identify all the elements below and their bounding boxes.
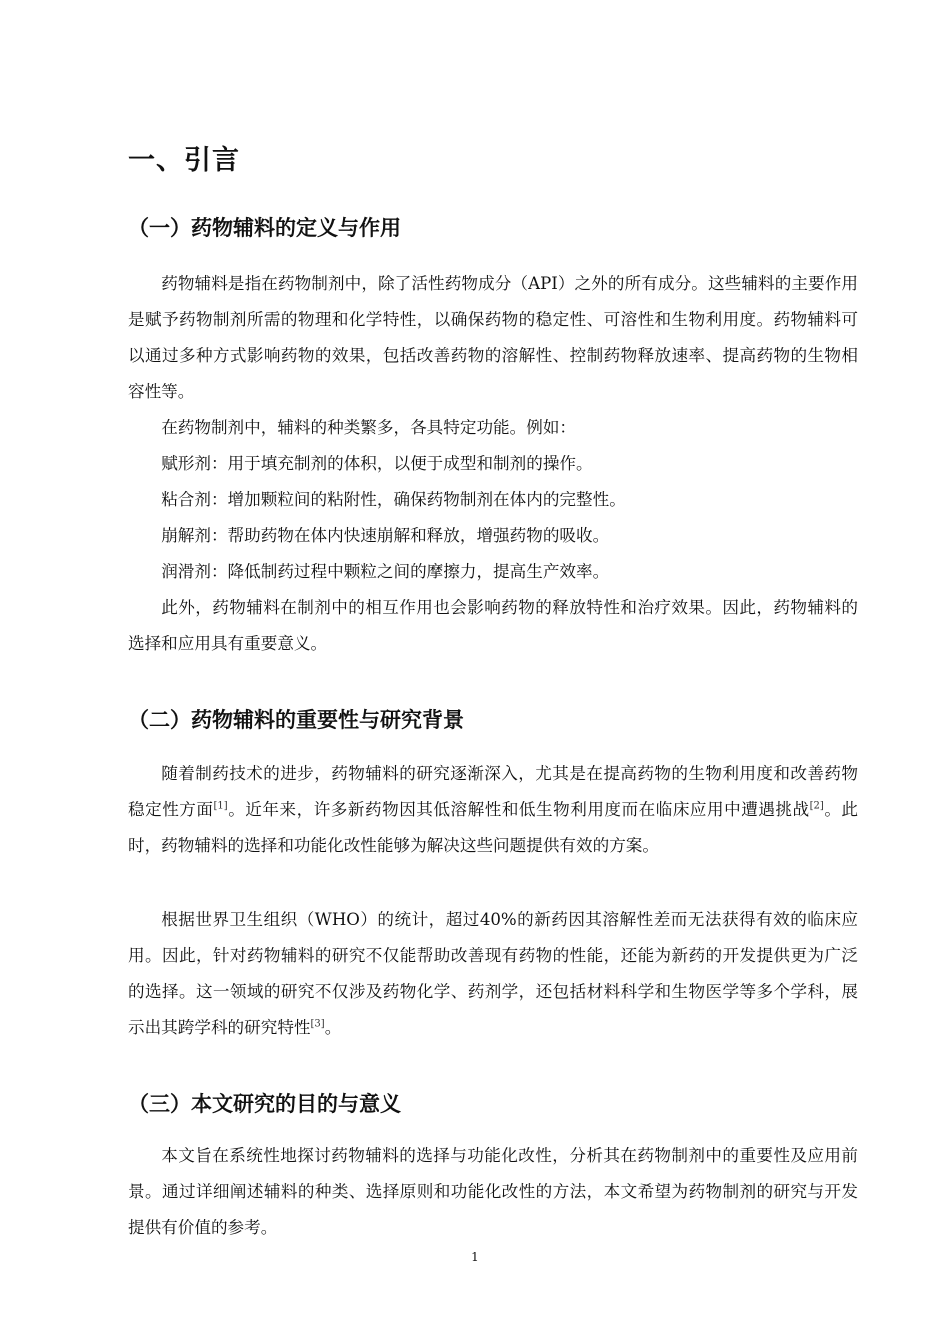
excipient-item-filler: 赋形剂：用于填充制剂的体积，以便于成型和制剂的操作。 (161, 454, 593, 473)
section-1-paragraph-3: 此外，药物辅料在制剂中的相互作用也会影响药物的释放特性和治疗效果。因此，药物辅料的选择和应用具有重要意义。 (128, 598, 858, 653)
page-number: 1 (471, 1250, 479, 1264)
section-3-title: （三）本文研究的目的与意义 (128, 1092, 401, 1116)
excipient-item-lubricant: 润滑剂：降低制药过程中颗粒之间的摩擦力，提高生产效率。 (161, 562, 610, 581)
citation-3[interactable]: [3] (310, 1018, 325, 1030)
section-2-paragraph-2: 根据世界卫生组织（WHO）的统计，超过40%的新药因其溶解性差而无法获得有效的临床应用。因此，针对药物辅料的研究不仅能帮助改善现有药物的性能，还能为新药的开发提供更为广泛的选择。这一领域的研究不仅涉及药物化学、药剂学，还包括材料科学和生物医学等多个学科，展示出其跨学科的研究特性[3]。 (128, 910, 858, 1037)
section-1-title: （一）药物辅料的定义与作用 (128, 216, 401, 240)
citation-1[interactable]: [1] (213, 800, 228, 812)
section-3-paragraph-1: 本文旨在系统性地探讨药物辅料的选择与功能化改性，分析其在药物制剂中的重要性及应用前景。通过详细阐述辅料的种类、选择原则和功能化改性的方法，本文希望为药物制剂的研究与开发提供有价值的参考。 (128, 1146, 858, 1237)
section-2-paragraph-1: 随着制药技术的进步，药物辅料的研究逐渐深入，尤其是在提高药物的生物利用度和改善药物稳定性方面[1]。近年来，许多新药物因其低溶解性和低生物利用度而在临床应用中遭遇挑战[2]。此时，药物辅料的选择和功能化改性能够为解决这些问题提供有效的方案。 (128, 764, 859, 855)
excipient-item-binder: 粘合剂：增加颗粒间的粘附性，确保药物制剂在体内的完整性。 (161, 490, 626, 509)
section-1-paragraph-2: 在药物制剂中，辅料的种类繁多，各具特定功能。例如： (161, 418, 577, 437)
excipient-item-disintegrant: 崩解剂：帮助药物在体内快速崩解和释放，增强药物的吸收。 (161, 526, 610, 545)
section-1-paragraph-1: 药物辅料是指在药物制剂中，除了活性药物成分（API）之外的所有成分。这些辅料的主要作用是赋予药物制剂所需的物理和化学特性，以确保药物的稳定性、可溶性和生物利用度。药物辅料可以通过多种方式影响药物的效果，包括改善药物的溶解性、控制药物释放速率、提高药物的生物相容性等。 (128, 274, 858, 401)
section-2-title: （二）药物辅料的重要性与研究背景 (128, 708, 464, 732)
chapter-heading: 一、引言 (128, 145, 240, 176)
citation-2[interactable]: [2] (809, 800, 824, 812)
